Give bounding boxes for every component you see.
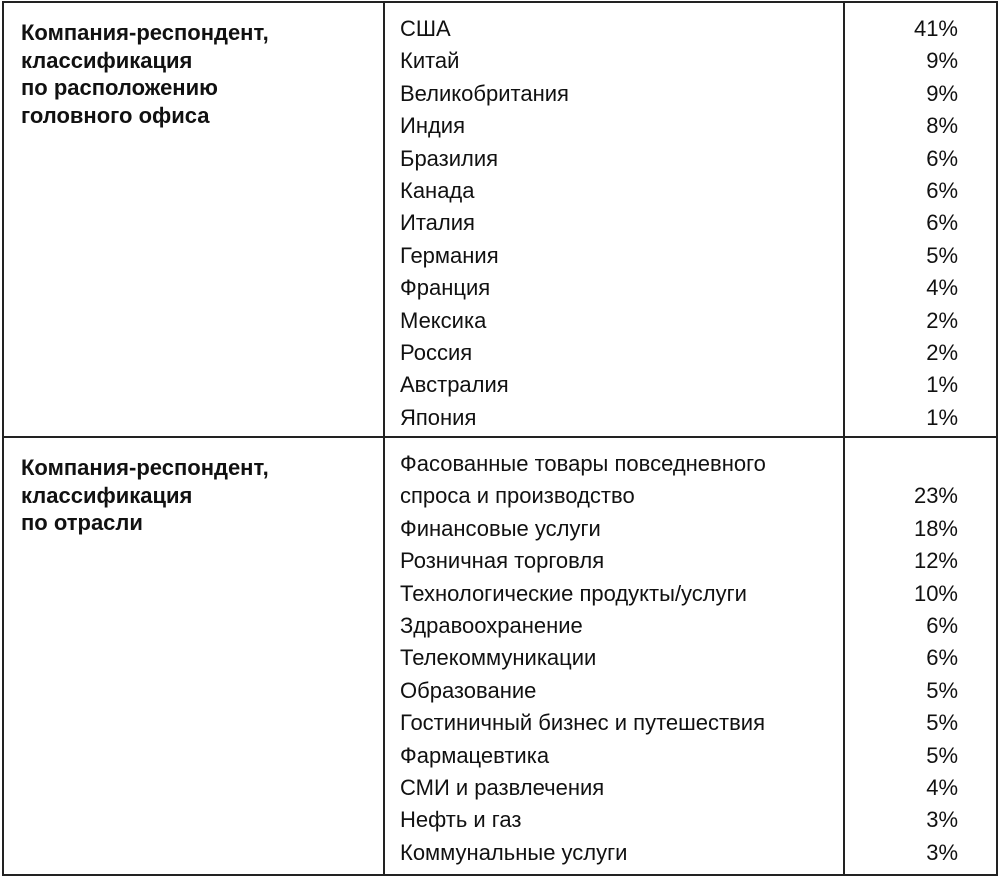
percent-value: 3% [926,807,958,833]
list-item: Здравоохранение [400,612,583,638]
section-label-cell [3,437,384,875]
percent-value: 3% [926,839,958,865]
percent-value: 2% [926,307,958,333]
list-item: Индия [400,113,466,139]
percent-value: 9% [926,80,958,106]
table-row [3,2,997,437]
percent-value: 6% [926,210,958,236]
percent-value: 8% [926,113,958,139]
list-item: Япония [400,404,477,430]
section-label-cell [3,2,384,437]
values-cell [844,437,997,875]
list-item: Образование [400,677,537,703]
list-item: Коммунальные услуги [400,839,628,865]
percent-value: 5% [926,710,958,736]
percent-value: 5% [926,742,958,768]
percent-value: 1% [926,404,958,430]
list-item: Технологические продукты/услуги [400,580,747,606]
percent-value: 12% [913,548,958,574]
list-item: Мексика [400,307,487,333]
list-item: Нефть и газ [400,807,522,833]
list-item-line1: Фасованные товары повседневного [400,451,766,476]
list-item: спроса и производство [400,483,635,509]
list-item: Италия [400,210,475,236]
items-cell [384,437,844,875]
section-label: Компания-респондент, классификация по отрасли [21,455,269,535]
percent-value: 5% [926,242,958,268]
percent-value: 5% [926,677,958,703]
list-item: Австралия [400,372,509,398]
table-row [3,437,997,875]
list-item: Финансовые услуги [400,515,601,541]
list-item: Гостиничный бизнес и путешествия [400,710,766,736]
survey-table [2,1,998,876]
percent-value: 23% [913,483,958,509]
section-label: Компания-респондент, классификация по расположению головного офиса [21,20,269,128]
percent-value: 4% [926,275,958,301]
percent-value: 1% [926,372,958,398]
list-item: Фармацевтика [400,742,550,768]
list-item: СМИ и развлечения [400,774,605,800]
percent-value: 10% [913,580,958,606]
list-item: Франция [400,275,491,301]
value-spacer [845,448,958,480]
percent-value: 41% [913,16,958,41]
list-item: США [400,16,451,41]
values-cell [844,2,997,437]
percent-value: 6% [926,645,958,671]
items-cell [384,2,844,437]
percent-value: 9% [926,48,958,74]
list-item: Китай [400,48,460,74]
percent-value: 18% [913,515,958,541]
list-item: Великобритания [400,80,569,106]
list-item: Канада [400,177,475,203]
list-item: Россия [400,339,473,365]
percent-value: 4% [926,774,958,800]
list-item: Бразилия [400,145,499,171]
percent-value: 6% [926,177,958,203]
percent-value: 6% [926,612,958,638]
list-item: Германия [400,242,499,268]
list-item: Телекоммуникации [400,645,597,671]
percent-value: 6% [926,145,958,171]
list-item: Розничная торговля [400,548,605,574]
percent-value: 2% [926,339,958,365]
